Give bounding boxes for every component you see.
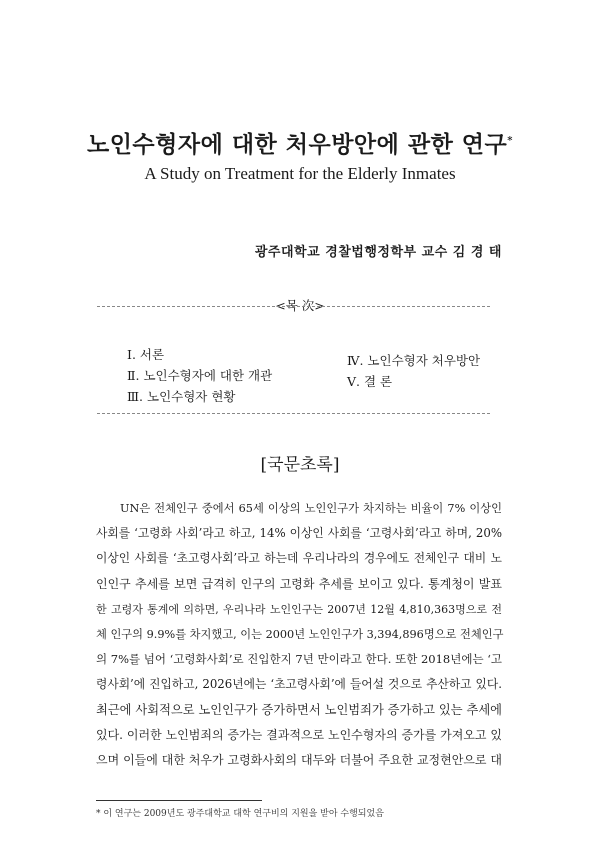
abstract-line: 체 인구의 9.9%를 차지했고, 이는 2000년 노인인구가 3,394,896명으로 전체인구 [96,628,504,642]
abstract-line: 사회를 ‘고령화 사회’라고 하고, 14% 이상인 사회를 ‘고령사회’라고 하며, 20% [96,526,502,541]
toc-item-2: Ⅱ. 노인수형자에 대한 개관 [127,368,273,383]
abstract-line: 한 고령자 통계에 의하면, 우리나라 노인인구는 2007년 12월 4,810,363명으로 전 [96,602,502,616]
footnote: * 이 연구는 2009년도 광주대학교 대학 연구비의 지원을 받아 수행되었음 [96,809,384,819]
abstract-line: 이상인 사회를 ‘초고령사회’라고 하는데 우리나라의 경우에도 전체인구 대비 노 [96,551,502,566]
abstract-line: 으며 이들에 대한 처우가 고령화사회의 대두와 더불어 주요한 교정현안으로 대 [96,753,502,768]
title-footnote-marker: * [507,135,513,147]
footnote-divider [96,800,262,801]
abstract-heading: [국문초록] [260,455,340,475]
paper-title-english: A Study on Treatment for the Elderly Inmates [144,164,456,183]
toc-item-4: Ⅳ. 노인수형자 처우방안 [347,353,481,368]
title-korean-text: 노인수형자에 대한 처우방안에 관한 연구 [87,131,508,158]
abstract-line: 의 7%를 넘어 ‘고령화사회’로 진입한지 7년 만이라고 한다. 또한 2018년에는 ‘고 [96,652,502,667]
toc-item-3: Ⅲ. 노인수형자 현황 [127,389,236,404]
abstract-line: UN은 전체인구 중에서 65세 이상의 노인인구가 차지하는 비율이 7% 이상인 [120,502,502,515]
toc-left-column [127,344,272,407]
toc-item-1: Ⅰ. 서론 [127,347,165,362]
paper-title-korean [0,126,600,159]
author-affiliation: 광주대학교 경찰법행정학부 교수 김 경 태 [254,245,502,260]
toc-item-5: Ⅴ. 결 론 [347,374,393,389]
abstract-line: 인인구 추세를 보면 급격히 인구의 고령화 추세를 보이고 있다. 통계청이 발표 [96,576,502,591]
abstract-body [96,496,502,773]
toc-heading: <목 次> [275,298,325,313]
abstract-line: 령사회’에 진입하고, 2026년에는 ‘초고령사회’에 들어설 것으로 추산하고 있다. [96,677,502,692]
toc-right-column [347,350,480,392]
table-of-contents [97,306,490,414]
abstract-line: 최근에 사회적으로 노인인구가 증가하면서 노인범죄가 증가하고 있는 추세에 [96,702,502,717]
abstract-line: 있다. 이러한 노인범죄의 증가는 결과적으로 노인수형자의 증가를 가져오고 있 [96,727,502,742]
